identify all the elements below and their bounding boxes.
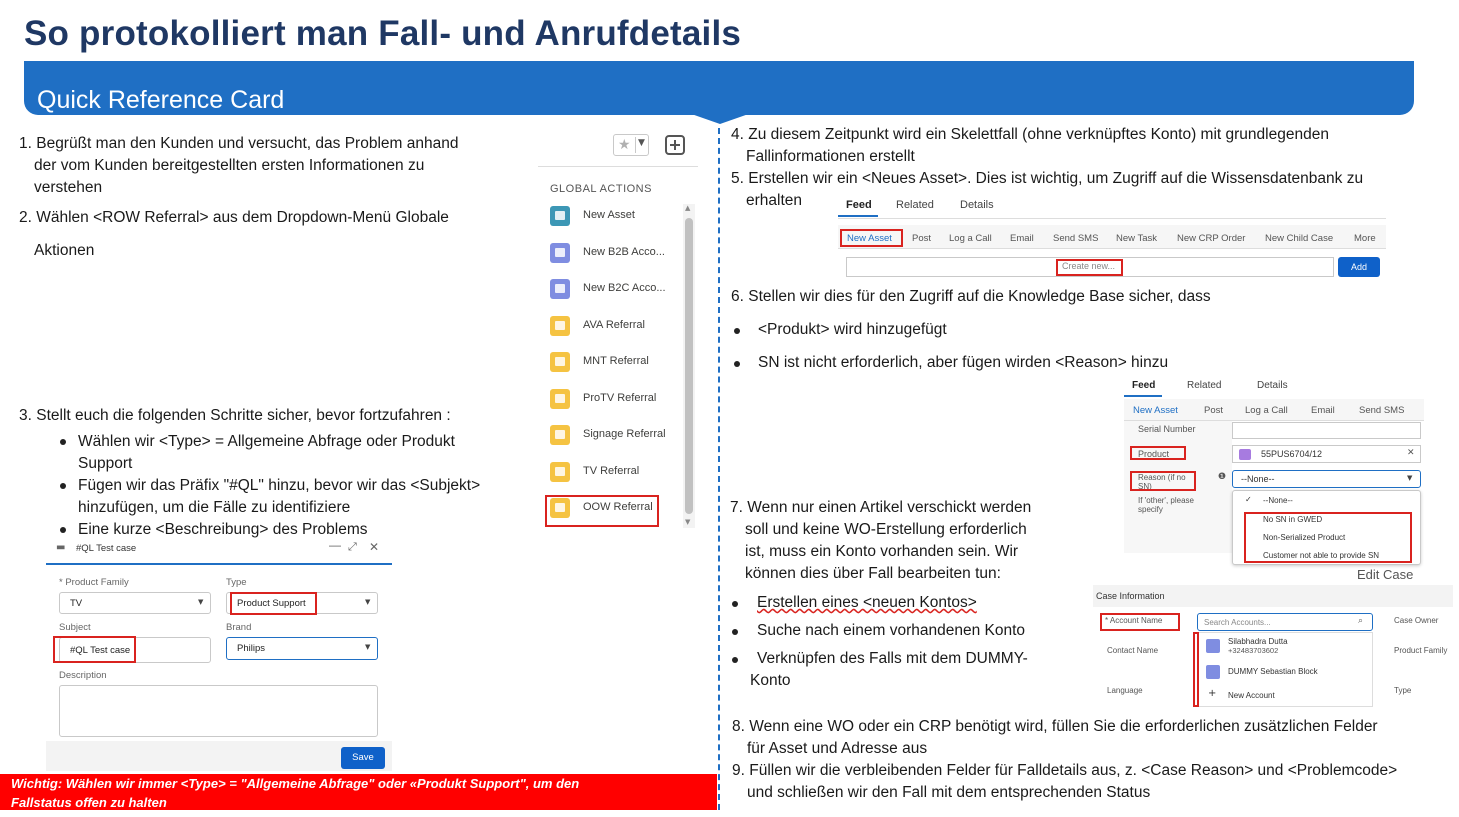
- tab-related[interactable]: Related: [896, 199, 934, 211]
- subject-value: #QL Test case: [70, 645, 131, 656]
- step-8-line-1: 8. Wenn eine WO oder ein CRP benötigt wird, füllen Sie die erforderlichen zusätzlichen Felder: [732, 718, 1378, 735]
- feed-panel-2: [1124, 375, 1424, 565]
- description-textarea[interactable]: [59, 685, 378, 737]
- step-7-bullet-2: Suche nach einem vorhandenen Konto: [757, 622, 1026, 639]
- tab-active-indicator: [838, 215, 878, 217]
- feed-action-item[interactable]: Post: [1204, 405, 1224, 416]
- step-4-line-2: Fallinformationen erstellt: [746, 148, 915, 165]
- account-search-results: [1197, 632, 1373, 707]
- highlight-create-new: [1056, 259, 1123, 276]
- step-3-bullet-2-line-2: hinzufügen, um die Fälle zu identifiziere: [78, 499, 351, 516]
- global-action-item[interactable]: New B2C Acco...: [583, 282, 666, 294]
- product-family-select[interactable]: [59, 592, 211, 614]
- feed-action-item[interactable]: New Child Case: [1265, 233, 1334, 244]
- step-1-line-1: 1. Begrüßt man den Kunden und versucht, das Problem anhand: [19, 135, 459, 152]
- referral-icon: [550, 316, 570, 336]
- scroll-up-icon: ▲: [685, 204, 691, 212]
- chevron-down-icon: ▼: [1407, 474, 1413, 482]
- step-7-bullet-3-line-2: Konto: [750, 672, 791, 689]
- bullet-dot: [60, 439, 66, 445]
- other-label: If 'other', please specify: [1138, 496, 1194, 514]
- feed-action-item[interactable]: Log a Call: [1245, 405, 1288, 416]
- product-lookup[interactable]: [1232, 445, 1421, 463]
- tab-related[interactable]: Related: [1187, 380, 1222, 391]
- feed-action-item[interactable]: Email: [1010, 233, 1034, 244]
- info-icon: ❶: [1218, 472, 1227, 482]
- serial-number-label: Serial Number: [1138, 424, 1196, 434]
- global-action-item[interactable]: MNT Referral: [583, 355, 649, 367]
- warning-line-1: Wichtig: Wählen wir immer <Type> = "Allgemeine Abfrage" oder «Produkt Support", um den: [11, 776, 580, 791]
- product-value: 55PUS6704/12: [1261, 449, 1323, 459]
- bullet-dot: [60, 527, 66, 533]
- chevron-down-icon: ▼: [198, 598, 204, 606]
- step-7-line-2: soll und keine WO-Erstellung erforderlich: [745, 521, 1027, 538]
- highlight-product: [1130, 446, 1186, 460]
- referral-icon: [550, 389, 570, 409]
- product-label: Product: [1138, 449, 1170, 459]
- plus-icon: +: [1208, 688, 1217, 699]
- product-family-label: * Product Family: [59, 577, 129, 588]
- banner-notch: [680, 110, 760, 124]
- global-actions-header: GLOBAL ACTIONS: [550, 183, 652, 195]
- highlight-reason: [1130, 471, 1196, 491]
- step-6-bullet-2: SN ist nicht erforderlich, aber fügen wirden <Reason> hinzu: [758, 354, 1169, 371]
- feed-action-item[interactable]: Send SMS: [1359, 405, 1405, 416]
- global-action-item[interactable]: New B2B Acco...: [583, 245, 665, 258]
- product-family-value: TV: [70, 598, 83, 609]
- page-title: So protokolliert man Fall- und Anrufdetails: [24, 14, 742, 53]
- step-7-bullet-3-line-1: Verknüpfen des Falls mit dem DUMMY-: [757, 650, 1028, 667]
- divider: [538, 166, 698, 167]
- global-actions-plus-button[interactable]: [665, 135, 685, 155]
- bullet-dot: [732, 657, 738, 663]
- feed-action-item[interactable]: New Asset: [1133, 405, 1178, 416]
- bullet-dot: [734, 361, 740, 367]
- case-info-panel: [1093, 585, 1453, 707]
- case-form: [46, 537, 392, 771]
- tab-details[interactable]: Details: [1257, 380, 1288, 391]
- close-icon[interactable]: ✕: [369, 540, 380, 554]
- plus-icon: [674, 140, 676, 150]
- feed-action-item[interactable]: Email: [1311, 405, 1335, 416]
- new-account-link[interactable]: New Account: [1228, 691, 1275, 700]
- reason-label: Reason (if no SN): [1138, 473, 1186, 491]
- feed-action-item[interactable]: Log a Call: [949, 233, 992, 244]
- expand-icon[interactable]: ⤢: [348, 540, 357, 553]
- step-2-line-1: 2. Wählen <ROW Referral> aus dem Dropdown-Menü Globale: [19, 209, 449, 226]
- highlight-reason-options: [1244, 512, 1412, 563]
- step-3-bullet-2-line-1: Fügen wir das Präfix "#QL" hinzu, bevor wir das <Subjekt>: [78, 477, 481, 494]
- highlight-type: [230, 592, 317, 615]
- account-search-input[interactable]: [1197, 613, 1373, 631]
- divider: [838, 218, 1386, 219]
- scrollbar-thumb[interactable]: [685, 218, 693, 514]
- account-icon: [1206, 665, 1220, 679]
- result-1-phone: +32483703602: [1228, 646, 1279, 655]
- step-7-bullet-1: Erstellen eines <neuen Kontos>: [757, 594, 977, 611]
- step-3-bullet-1-line-1: Wählen wir <Type> = Allgemeine Abfrage oder Produkt: [78, 433, 455, 450]
- divider: [635, 137, 636, 153]
- tab-feed[interactable]: Feed: [846, 199, 872, 211]
- save-button[interactable]: Save: [341, 747, 385, 769]
- asset-icon: [550, 206, 570, 226]
- type-label: Type: [226, 577, 247, 588]
- step-7-line-3: ist, muss ein Konto vorhanden sein. Wir: [745, 543, 1019, 560]
- language-label: Language: [1107, 686, 1143, 695]
- step-9-line-2: und schließen wir den Fall mit dem entsprechenden Status: [747, 784, 1151, 801]
- case-owner-label: Case Owner: [1394, 616, 1439, 625]
- highlight-oow-referral: [545, 495, 659, 527]
- bullet-dot: [60, 483, 66, 489]
- feed-action-item[interactable]: New Task: [1116, 233, 1158, 244]
- brand-select[interactable]: [226, 637, 378, 660]
- type-label: Type: [1394, 686, 1412, 695]
- case-icon: ▬: [56, 542, 66, 553]
- account-search-placeholder: Search Accounts...: [1204, 618, 1271, 627]
- case-form-header: #QL Test case: [76, 543, 137, 554]
- feed-action-item[interactable]: Post: [912, 233, 932, 244]
- global-action-item[interactable]: AVA Referral: [583, 318, 645, 331]
- contact-name-label: Contact Name: [1107, 646, 1159, 655]
- step-9-line-1: 9. Füllen wir die verbleibenden Felder für Falldetails aus, z. <Case Reason> und <Problemcode>: [732, 762, 1398, 779]
- feed-action-item[interactable]: Send SMS: [1053, 233, 1099, 244]
- check-icon: ✓: [1245, 495, 1252, 504]
- tab-active-indicator: [1124, 395, 1162, 397]
- scrollbar[interactable]: [683, 204, 695, 528]
- step-6-bullet-1: <Produkt> wird hinzugefügt: [758, 321, 947, 338]
- step-4-line-1: 4. Zu diesem Zeitpunkt wird ein Skelettfall (ohne verknüpftes Konto) mit grundlegenden: [731, 126, 1329, 143]
- referral-icon: [550, 352, 570, 372]
- option-non-serialized[interactable]: Non-Serialized Product: [1263, 533, 1346, 542]
- tab-feed[interactable]: Feed: [1132, 380, 1156, 391]
- global-action-item[interactable]: ProTV Referral: [583, 391, 657, 404]
- global-action-item[interactable]: TV Referral: [583, 464, 640, 477]
- result-2-name[interactable]: DUMMY Sebastian Block: [1228, 667, 1318, 676]
- product-family-label: Product Family: [1394, 646, 1448, 655]
- step-8-line-2: für Asset und Adresse aus: [747, 740, 928, 757]
- description-label: Description: [59, 670, 107, 681]
- reason-value: --None--: [1241, 474, 1275, 484]
- create-new-placeholder: Create new...: [1062, 261, 1116, 271]
- step-7-line-4: können dies über Fall bearbeiten tun:: [745, 565, 1001, 582]
- chevron-down-icon: ▼: [365, 643, 371, 651]
- divider: [46, 563, 392, 565]
- column-divider: [718, 128, 720, 810]
- global-action-item[interactable]: Signage Referral: [583, 428, 666, 440]
- bullet-dot: [732, 601, 738, 607]
- bullet-dot: [734, 328, 740, 334]
- favorites-button[interactable]: [613, 134, 649, 156]
- search-icon: ⌕: [1358, 616, 1364, 626]
- account-name-label: * Account Name: [1105, 616, 1163, 625]
- step-5-line-1: 5. Erstellen wir ein <Neues Asset>. Dies ist wichtig, um Zugriff auf die Wissensdatenbank zu: [731, 170, 1364, 187]
- star-icon: ★: [618, 137, 631, 153]
- step-3-bullet-3: Eine kurze <Beschreibung> des Problems: [78, 521, 368, 538]
- warning-line-2: Fallstatus offen zu halten: [11, 795, 167, 810]
- tab-details[interactable]: Details: [960, 199, 994, 211]
- option-no-sn[interactable]: No SN in GWED: [1263, 515, 1323, 524]
- chevron-down-icon: ▼: [638, 138, 645, 148]
- case-info-header: Case Information: [1096, 591, 1165, 601]
- minimize-icon[interactable]: —: [329, 538, 341, 552]
- account-icon: [1206, 639, 1220, 653]
- feed-action-item[interactable]: More: [1354, 233, 1376, 244]
- scroll-down-icon: ▼: [685, 518, 691, 526]
- option-none[interactable]: --None--: [1263, 496, 1293, 505]
- global-action-item[interactable]: New Asset: [583, 209, 635, 221]
- brand-label: Brand: [226, 622, 252, 633]
- feed-action-item[interactable]: New Asset: [847, 233, 892, 244]
- step-7-line-1: 7. Wenn nur einen Artikel verschickt werden: [730, 499, 1032, 516]
- step-1-line-3: verstehen: [34, 179, 103, 196]
- highlight-account-name: [1100, 613, 1180, 631]
- step-1-line-2: der vom Kunden bereitgestellten ersten Informationen zu: [34, 157, 425, 174]
- highlight-subject: [53, 636, 136, 663]
- banner-title: Quick Reference Card: [37, 86, 285, 114]
- bullet-dot: [732, 629, 738, 635]
- result-1-name[interactable]: Silabhadra Dutta: [1228, 637, 1288, 646]
- step-6: 6. Stellen wir dies für den Zugriff auf die Knowledge Base sicher, dass: [731, 288, 1211, 305]
- serial-number-input[interactable]: [1232, 422, 1421, 439]
- referral-icon: [550, 462, 570, 482]
- option-customer-not-able[interactable]: Customer not able to provide SN: [1263, 551, 1380, 560]
- warning-text: [11, 774, 711, 812]
- brand-value: Philips: [237, 643, 265, 654]
- feed-action-item[interactable]: New CRP Order: [1177, 233, 1246, 244]
- reason-select[interactable]: [1232, 470, 1421, 488]
- account-icon: [550, 279, 570, 299]
- product-icon: [1239, 449, 1251, 460]
- edit-case-label[interactable]: Edit Case: [1357, 567, 1414, 582]
- highlight-results: [1193, 632, 1199, 707]
- step-3: 3. Stellt euch die folgenden Schritte sicher, bevor fortzufahren :: [19, 407, 451, 424]
- subject-label: Subject: [59, 622, 91, 633]
- step-2-line-2: Aktionen: [34, 242, 95, 259]
- type-value: Product Support: [237, 598, 306, 609]
- chevron-down-icon: ▼: [365, 598, 371, 606]
- global-action-item[interactable]: OOW Referral: [583, 501, 653, 513]
- add-button[interactable]: Add: [1338, 257, 1380, 277]
- clear-icon[interactable]: ✕: [1407, 448, 1415, 458]
- step-5-line-2: erhalten: [746, 192, 803, 209]
- account-icon: [550, 243, 570, 263]
- referral-icon: [550, 425, 570, 445]
- step-3-bullet-1-line-2: Support: [78, 455, 133, 472]
